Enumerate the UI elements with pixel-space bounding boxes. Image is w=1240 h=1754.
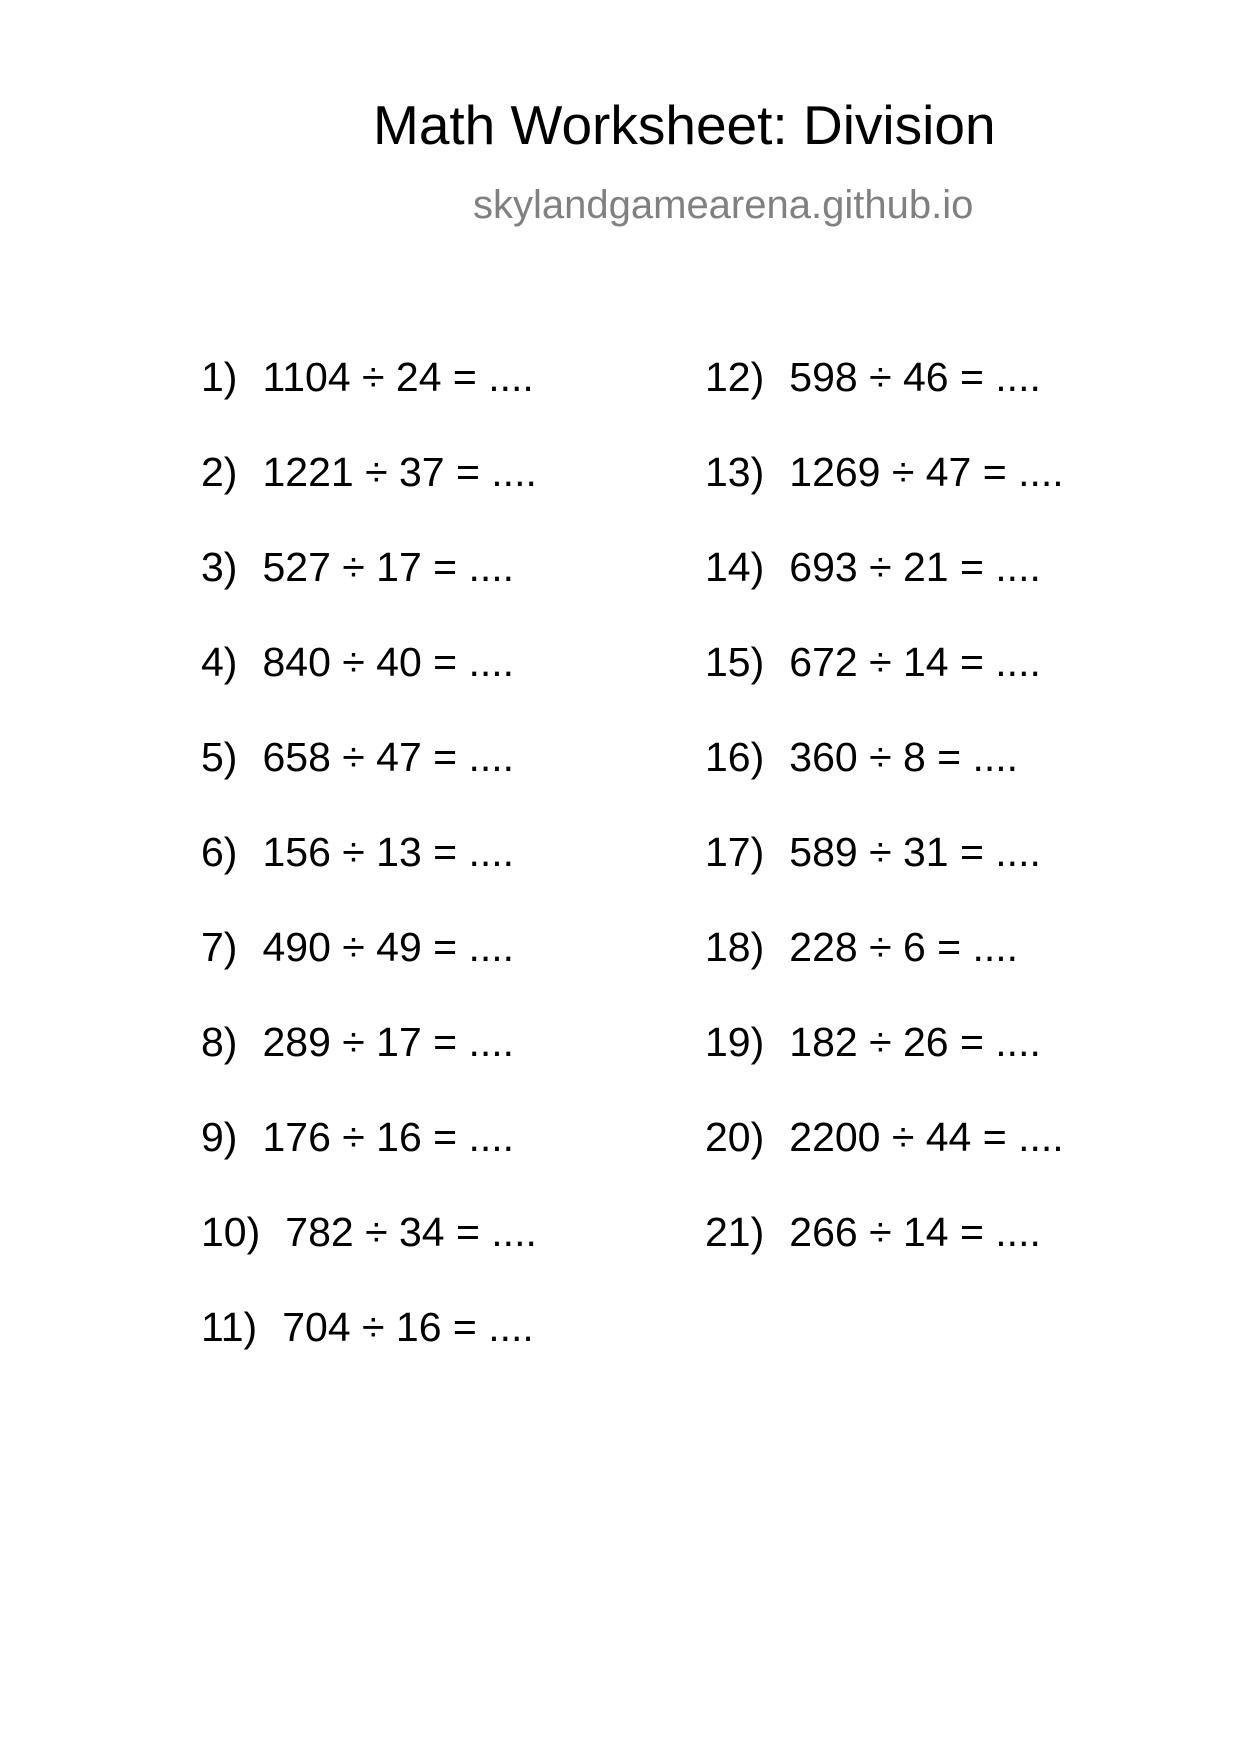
problem-item (705, 733, 1064, 828)
problem-expression: 840 ÷ 40 = .... (262, 639, 515, 685)
problem-number: 7) (201, 924, 238, 970)
problem-number: 19) (705, 1019, 765, 1065)
problem-item (705, 828, 1064, 923)
problem-expression: 2200 ÷ 44 = .... (789, 1114, 1064, 1160)
problem-number: 5) (201, 734, 238, 780)
problem-number: 13) (705, 449, 765, 495)
problem-item (201, 353, 537, 448)
problem-item (201, 1018, 537, 1113)
problem-item (201, 828, 537, 923)
problem-number: 8) (201, 1019, 238, 1065)
problem-number: 18) (705, 924, 765, 970)
problem-expression: 360 ÷ 8 = .... (789, 734, 1019, 780)
page-title: Math Worksheet: Division (373, 94, 996, 156)
problem-column-right (705, 353, 1064, 1303)
problem-expression: 704 ÷ 16 = .... (282, 1304, 534, 1350)
problem-expression: 156 ÷ 13 = .... (262, 829, 515, 875)
problem-item (705, 923, 1064, 1018)
problem-number: 15) (705, 639, 765, 685)
problem-item (201, 923, 537, 1018)
problem-item (705, 1113, 1064, 1208)
problem-number: 12) (705, 354, 765, 400)
problem-item (201, 1303, 537, 1398)
problem-number: 11) (201, 1304, 258, 1350)
problem-item (705, 1018, 1064, 1113)
problem-item (705, 638, 1064, 733)
problem-item (201, 543, 537, 638)
problem-number: 10) (201, 1209, 261, 1255)
problem-number: 14) (705, 544, 765, 590)
problem-expression: 289 ÷ 17 = .... (262, 1019, 515, 1065)
problem-item (705, 353, 1064, 448)
problem-item (705, 1208, 1064, 1303)
problem-expression: 1269 ÷ 47 = .... (789, 449, 1064, 495)
problem-number: 1) (201, 354, 238, 400)
problem-number: 17) (705, 829, 765, 875)
problem-item (201, 448, 537, 543)
problem-item (705, 448, 1064, 543)
problem-expression: 693 ÷ 21 = .... (789, 544, 1041, 590)
problem-expression: 598 ÷ 46 = .... (789, 354, 1041, 400)
problem-expression: 228 ÷ 6 = .... (789, 924, 1019, 970)
problem-item (201, 1208, 537, 1303)
problem-number: 16) (705, 734, 765, 780)
problem-number: 9) (201, 1114, 238, 1160)
problem-expression: 1221 ÷ 37 = .... (262, 449, 537, 495)
problem-expression: 589 ÷ 31 = .... (789, 829, 1041, 875)
problem-expression: 527 ÷ 17 = .... (262, 544, 515, 590)
problem-expression: 658 ÷ 47 = .... (262, 734, 515, 780)
page-subtitle: skylandgamearena.github.io (473, 183, 974, 227)
problem-expression: 182 ÷ 26 = .... (789, 1019, 1041, 1065)
problem-expression: 176 ÷ 16 = .... (262, 1114, 515, 1160)
problem-number: 21) (705, 1209, 765, 1255)
problem-number: 3) (201, 544, 238, 590)
problem-column-left (201, 353, 537, 1398)
problem-number: 2) (201, 449, 238, 495)
problem-expression: 782 ÷ 34 = .... (285, 1209, 537, 1255)
problem-expression: 490 ÷ 49 = .... (262, 924, 515, 970)
problem-item (201, 1113, 537, 1208)
problem-number: 20) (705, 1114, 765, 1160)
problem-number: 4) (201, 639, 238, 685)
problem-item (201, 638, 537, 733)
problem-item (705, 543, 1064, 638)
problem-expression: 672 ÷ 14 = .... (789, 639, 1041, 685)
problem-item (201, 733, 537, 828)
problem-expression: 1104 ÷ 24 = .... (262, 354, 534, 400)
problem-expression: 266 ÷ 14 = .... (789, 1209, 1041, 1255)
problem-number: 6) (201, 829, 238, 875)
